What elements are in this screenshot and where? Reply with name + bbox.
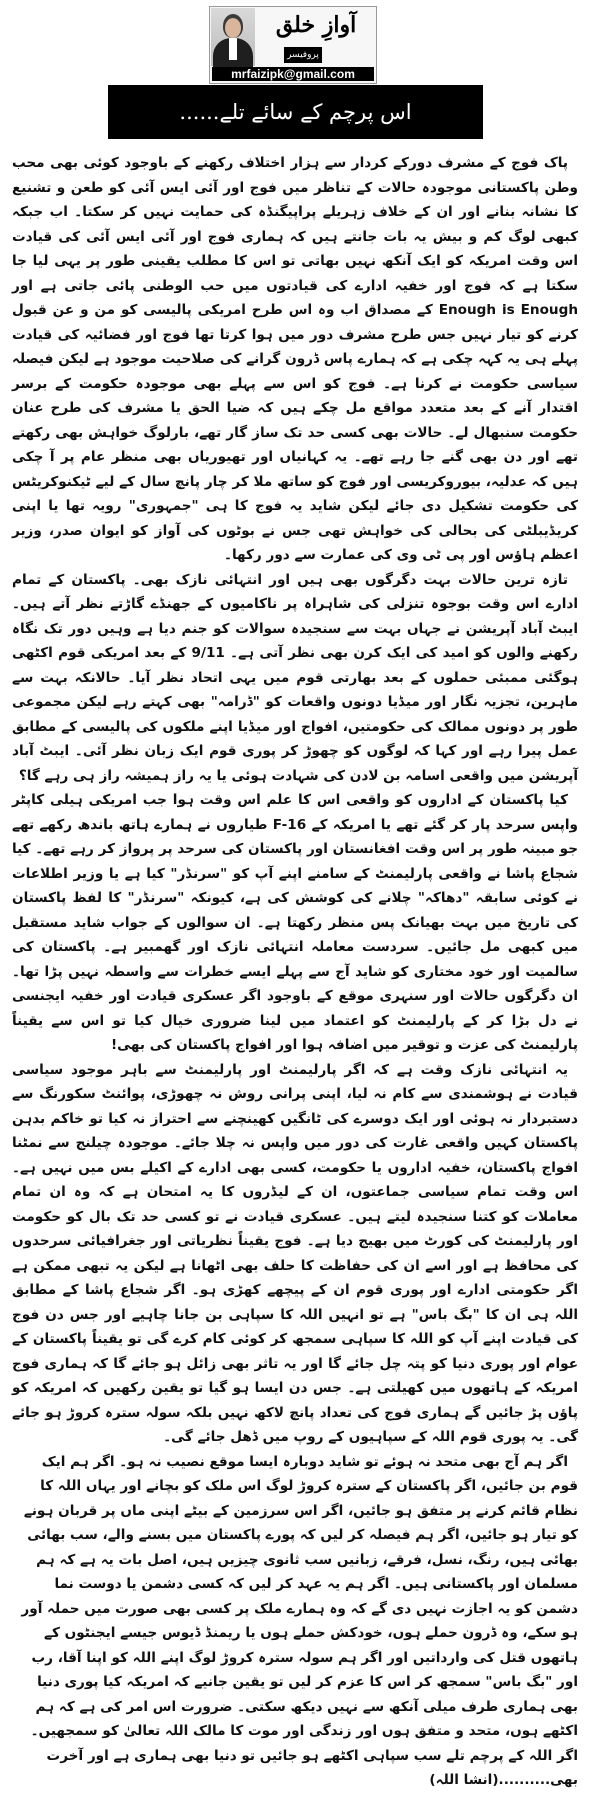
- article-paragraph: اگر ہم آج بھی متحد نہ ہوئے تو شاید دوبارہ ایسا موقع نصیب نہ ہو۔ اگر ہم ایک قوم بن جائیں، اگر پاکستان کے سترہ کروڑ لوگ اس ملک کو بچانے اور یہاں اللہ کا نظام قائم کرنے پر متفق ہو جائیں، اگر اس سرزمین کے بیٹے اپنی ماں پر قربان ہونے کو تیار ہو جائیں، اگر ہم فیصلہ کر لیں کہ پورے پاکستان میں بسنے والے، سب بھائی بھائی ہیں، رنگ، نسل، فرقے، زبانیں سب ثانوی چیزیں ہیں، اصل بات یہ ہے کہ ہم مسلمان اور پاکستانی ہیں۔ اگر ہم یہ عہد کر لیں کہ کسی دشمن یا دوست نما دشمن کو یہ اجازت نہیں دی گے کہ وہ ہمارے ملک پر کسی بھی صورت میں حملہ آور ہو سکے، وہ ڈرون حملے ہوں، خودکش حملے ہوں یا ریمنڈ ڈیوس جیسے ایجنٹوں کے ہاتھوں قتل کی وارداتیں اور اگر ہم سولہ سترہ کروڑ لوگ اپنے اللہ کو اپنا آقا، رب اور "بگ باس" سمجھ کر اس کا عزم کر لیں تو یقین جانیے کہ امریکہ کیا پوری دنیا بھی ہماری طرف میلی آنکھ سے نہیں دیکھ سکتی۔ ضرورت اس امر کی ہے کہ ہم اکٹھے ہوں، متحد و متفق ہوں اور زندگی اور موت کا مالک اللہ تعالیٰ کو سمجھیں۔ اگر اللہ کے پرچم تلے سب سپاہی اکٹھے ہو جائیں تو دنیا بھی ہماری ہے اور آخرت بھی..........(انشا اللہ): [21, 1453, 578, 1788]
- author-photo: [211, 8, 255, 66]
- author-email: mrfaizipk@gmail.com: [212, 67, 374, 81]
- article-paragraph: یہ انتہائی نازک وقت ہے کہ اگر پارلیمنٹ اور پارلیمنٹ سے باہر موجود سیاسی قیادت نے ہوشمندی سے کام نہ لیا، اپنی پرانی روش نہ چھوڑی، پوائنٹ سکورنگ سے دستبردار نہ ہوئی اور ایک دوسرے کی ٹانگیں کھینچنے سے احتراز نہ کیا تو خاکم بدہن پاکستان کہیں واقعی غارت کی دور میں واپس نہ چلا جائے۔ موجودہ چیلنج سے نمٹنا افواج پاکستان، خفیہ اداروں یا حکومت، کسی بھی ادارے کے اکیلے بس میں نہیں ہے۔ اس وقت تمام سیاسی جماعتوں، ان کے لیڈروں کا یہ امتحان ہے کہ وہ ان تمام معاملات کو کتنا سنجیدہ لیتے ہیں۔ عسکری قیادت نے تو کسی حد تک بال کو حکومت اور پارلیمنٹ کی کورٹ میں بھیج دیا ہے۔ فوج یقیناً نظریاتی اور جغرافیائی سرحدوں کی محافظ ہے اور اسے ان کی حفاظت کا حلف بھی اٹھانا ہے لیکن یہ تبھی ممکن ہے اگر حکومتی ادارے اور پوری قوم ان کے پیچھے کھڑی ہو۔ اگر شجاع پاشا کے مطابق اللہ ہی ان کا "بگ باس" ہے تو انہیں اللہ کا سپاہی بن جانا چاہیے اور جس دن فوج کی قیادت اپنے آپ کو اللہ کا سپاہی سمجھ کر کوئی کام کرے گی تو یقیناً پاکستان کے عوام اور پوری دنیا کو پتہ چل جائے گا اور یہ تاثر بھی زائل ہو جائے گا کہ ہماری فوج امریکہ کے ہاتھوں میں کھیلتی ہے۔ جس دن ایسا ہو گیا تو یقین رکھیں کہ امریکہ کو پاؤں پڑ جائیں گے ہماری فوج کی تعداد پانچ لاکھ نہیں بلکہ سولہ سترہ کروڑ ہو جائے گی۔ یہ پوری قوم اللہ کے سپاہیوں کے روپ میں ڈھل جائے گی۔: [12, 1061, 578, 1445]
- article-paragraph: کیا پاکستان کے اداروں کو واقعی اس کا علم اس وقت ہوا جب امریکی ہیلی کاپٹر واپس سرحد پار کر گئے تھے یا امریکہ کے F-16 طیاروں نے ہمارے ہاتھ باندھ رکھے تھے جو مبینہ طور پر اس وقت افغانستان اور پاکستان کی سرحد پر پرواز کر رہے تھے۔ کیا شجاع پاشا نے واقعی پارلیمنٹ کے سامنے اپنے آپ کو "سرنڈر" کیا ہے یا وزیر اطلاعات نے کوئی سابقہ "دھاکہ" چلانے کی کوشش کی ہے، کیونکہ "سرنڈر" کا لفظ پاکستان کی تاریخ میں بہت بھیانک پس منظر رکھتا ہے۔ ان سوالوں کے جواب شاید مستقبل میں کبھی مل جائیں۔ سردست معاملہ انتہائی نازک اور گھمبیر ہے۔ پاکستان کی سالمیت اور خود مختاری کو شاید آج سے پہلے ایسے خطرات سے واسطہ نہیں پڑا تھا۔ ان دگرگوں حالات اور سنہری موقع کے باوجود اگر عسکری قیادت اور خفیہ ایجنسی نے دل بڑا کر کے پارلیمنٹ کو اعتماد میں لینا ضروری خیال کیا تو اس سے یقیناً پارلیمنٹ کی عزت و توقیر میں اضافہ ہوا اور افواج پاکستان کی بھی!: [12, 792, 578, 1053]
- article-body: [12, 151, 578, 1788]
- article-title: اس پرچم کے سائے تلے......: [108, 85, 483, 139]
- column-header: [209, 6, 377, 84]
- article-paragraph: پاک فوج کے مشرف دورکے کردار سے ہزار اختلاف رکھنے کے باوجود کوئی بھی محب وطن پاکستانی موجودہ حالات کے تناظر میں فوج اور آئی ایس آئی کو طعن و تشنیع کا نشانہ بنانے اور ان کے خلاف زہریلے پراپیگنڈہ کی حمایت نہیں کر سکتا۔ اب جبکہ کبھی لوگ کم و بیش یہ بات جانتے ہیں کہ ہماری فوج اور آئی ایس آئی کی قیادت اس وقت امریکہ کو ایک آنکھ نہیں بھاتی تو اس کا مطلب یقینی طور پر یہی لیا جا سکتا ہے کہ فوج اور خفیہ ادارے کی قیادتوں میں حب الوطنی پائی جاتی ہے اور Enough is Enough کے مصداق اب وہ اس طرح امریکی پالیسی کو من و عن قبول کرنے کو تیار نہیں جس طرح مشرف دور میں ہوا کرتا تھا فوج اور فضائیہ کی قیادت پہلے ہی یہ کہہ چکی ہے کہ ہمارے پاس ڈرون گرانے کی صلاحیت موجود ہے لیکن فیصلہ سیاسی حکومت نے کرنا ہے۔ فوج کو اس سے پہلے بھی موجودہ حکومت کے برسر اقتدار آنے کے بعد متعدد مواقع مل چکے ہیں کہ ضیا الحق یا مشرف کی طرح عنان حکومت سنبھال لے۔ حالات بھی کسی حد تک ساز گار تھے، بارلوگ خواہش بھی رکھتے تھے اور دن بھی گنے جا رہے تھے۔ یہ کہانیاں اور تھیوریاں بھی منظر عام پر آ چکی ہیں کہ عدلیہ، بیوروکریسی اور فوج کو ساتھ ملا کر چار پانچ سال کے لیے ٹیکنوکریٹس کی حکومت تشکیل دی جائے لیکن شاید یہ فوج کا ہی "جمہوری" رویہ تھا یا اپنی کریڈیبلٹی کی بحالی کی خواہش تھی جس نے بوٹوں کی آواز کو ایوان صدر، وزیر اعظم ہاؤس اور پی ٹی وی کی عمارت سے دور رکھا۔: [12, 155, 578, 563]
- article-paragraph: تازہ ترین حالات بہت دگرگوں بھی ہیں اور انتہائی نازک بھی۔ پاکستان کے تمام ادارے اس وقت بوجوہ تنزلی کی شاہراہ پر ناکامیوں کے جھنڈے گاڑتے نظر آتے ہیں۔ ایبٹ آباد آپریشن نے جہاں بہت سے سنجیدہ سوالات کو جنم دیا ہے وہیں دور تک نگاہ رکھنے والوں کو امید کی ایک کرن بھی نظر آتی ہے۔ 9/11 کے بعد امریکی قوم اکٹھی ہوگئی ممبئی حملوں کے بعد بھارتی قوم میں یہی اتحاد نظر آیا۔ حالانکہ بہت سے ماہرین، تجزیہ نگار اور میڈیا دونوں واقعات کو "ڈرامہ" بھی کہتے رہے لیکن مجموعی طور پر دونوں ممالک کی حکومتیں، افواج اور میڈیا اپنے ملکوں کی پالیسی کے مطابق عمل پیرا رہے اور کہا کہ لوگوں کو چھوڑ کر پوری قوم ایک زبان نظر آئی۔ ایبٹ آباد آپریشن میں واقعی اسامہ بن لادن کی شہادت ہوئی یا یہ راز ہمیشہ راز ہی رہے گا؟: [12, 571, 578, 784]
- author-badge: پروفیسر: [284, 47, 322, 63]
- column-name: آوازِ خلق: [275, 12, 357, 38]
